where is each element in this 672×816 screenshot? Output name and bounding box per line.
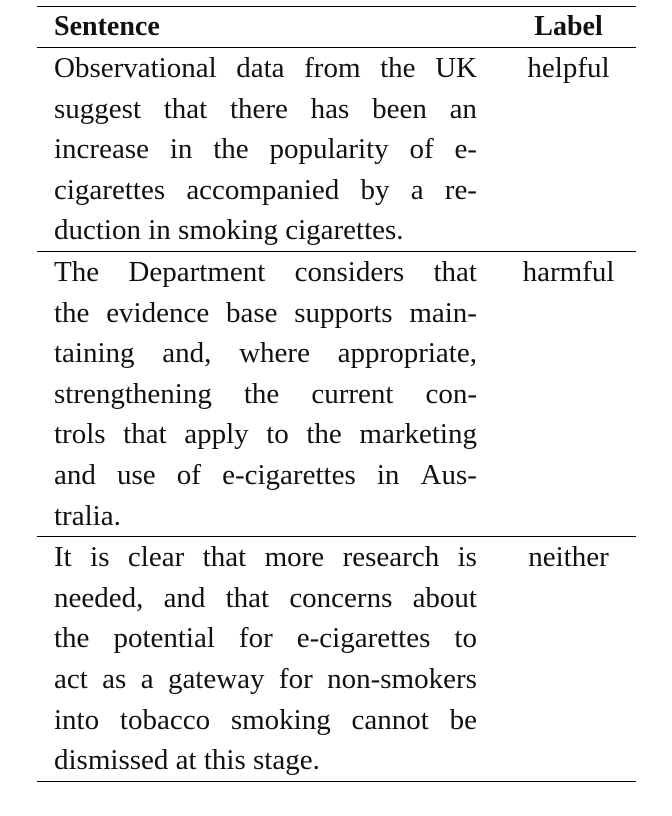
word: an	[449, 92, 477, 125]
word: marketing	[359, 418, 477, 451]
word: of	[409, 133, 434, 166]
word: base	[225, 296, 278, 329]
table-row	[37, 252, 636, 536]
sentence-line	[54, 170, 477, 211]
word: about	[412, 581, 477, 614]
word: It	[54, 541, 72, 574]
label-cell: neither	[528, 541, 609, 574]
word: apply	[184, 418, 249, 451]
word: be	[449, 703, 477, 736]
word: more	[264, 541, 325, 574]
word: and,	[162, 337, 212, 370]
sentence-line: duction in smoking cigarettes.	[54, 214, 404, 247]
word: of	[176, 458, 201, 491]
word: smoking	[230, 703, 331, 736]
sentence-line	[54, 129, 477, 170]
table-row	[37, 48, 636, 251]
word: research	[342, 541, 440, 574]
word: the	[54, 296, 90, 329]
word: by	[360, 173, 390, 206]
word: that	[225, 581, 270, 614]
word: for	[278, 662, 313, 695]
word: is	[457, 541, 477, 574]
label-column-header: Label	[534, 11, 603, 42]
word: Aus-	[420, 458, 477, 491]
word: appropriate,	[337, 337, 477, 370]
word: trols	[54, 418, 106, 451]
word: in	[376, 458, 400, 491]
word: the	[243, 377, 280, 410]
sentence-line	[54, 374, 477, 415]
word: supports	[294, 296, 393, 329]
word: increase	[54, 133, 149, 166]
word: data	[236, 52, 285, 84]
label-cell: harmful	[522, 255, 615, 288]
word: The	[54, 255, 100, 288]
word: there	[229, 92, 288, 125]
word: clear	[127, 541, 185, 574]
word: concerns	[289, 581, 393, 614]
sentence-cell	[37, 252, 497, 536]
sentence-line	[54, 48, 477, 89]
word: e-cigarettes	[222, 458, 356, 491]
sentence-line	[54, 578, 477, 619]
word: considers	[294, 255, 405, 288]
word: that	[202, 541, 247, 574]
word: needed,	[54, 581, 144, 614]
sentence-line	[54, 659, 477, 700]
word: cigarettes	[54, 173, 166, 206]
word: evidence	[106, 296, 210, 329]
word: strengthening	[54, 377, 212, 410]
word: a	[410, 173, 424, 206]
word: act	[54, 662, 88, 695]
word: and	[54, 458, 96, 491]
sentence-line	[54, 618, 477, 659]
word: the	[306, 418, 342, 451]
word: been	[372, 92, 427, 125]
word: Department	[128, 255, 266, 288]
sentence-line	[54, 333, 477, 374]
word: re-	[444, 173, 477, 206]
word: that	[433, 255, 477, 288]
word: main-	[409, 296, 477, 329]
word: from	[304, 52, 361, 84]
word: in	[169, 133, 193, 166]
word: into	[54, 703, 100, 736]
sentence-line	[54, 455, 477, 496]
word: the	[380, 52, 416, 84]
word: that	[163, 92, 208, 125]
table-row	[37, 537, 636, 781]
word: a	[140, 662, 154, 695]
word: e-	[454, 133, 477, 166]
sentence-line	[54, 293, 477, 334]
word: popularity	[269, 133, 389, 166]
word: for	[238, 622, 273, 655]
word: accompanied	[186, 173, 340, 206]
word: current	[311, 377, 394, 410]
word: Observational	[54, 52, 217, 84]
sentence-label-table	[37, 6, 636, 782]
word: use	[117, 458, 156, 491]
sentence-line	[54, 414, 477, 455]
sentence-line	[54, 700, 477, 741]
label-cell: helpful	[527, 52, 610, 84]
bottom-rule	[37, 781, 636, 782]
sentence-cell	[37, 537, 497, 781]
sentence-line	[54, 537, 477, 578]
word: is	[90, 541, 110, 574]
sentence-cell	[37, 48, 497, 251]
word: non-smokers	[327, 662, 477, 695]
word: to	[266, 418, 289, 451]
word: gateway	[167, 662, 265, 695]
sentence-line	[54, 89, 477, 130]
word: cannot	[351, 703, 429, 736]
word: the	[54, 622, 90, 655]
word: UK	[435, 52, 477, 84]
sentence-line	[54, 252, 477, 293]
sentence-line: dismissed at this stage.	[54, 744, 320, 777]
word: that	[123, 418, 167, 451]
word: the	[213, 133, 249, 166]
word: taining	[54, 337, 135, 370]
table-header-row	[37, 7, 636, 47]
word: to	[454, 622, 477, 655]
word: and	[163, 581, 206, 614]
word: where	[239, 337, 310, 370]
word: potential	[113, 622, 215, 655]
word: tobacco	[119, 703, 211, 736]
word: suggest	[54, 92, 141, 125]
sentence-line: tralia.	[54, 499, 121, 532]
word: con-	[425, 377, 477, 410]
word: has	[310, 92, 350, 125]
sentence-column-header: Sentence	[54, 11, 160, 42]
word: as	[102, 662, 127, 695]
word: e-cigarettes	[296, 622, 431, 655]
